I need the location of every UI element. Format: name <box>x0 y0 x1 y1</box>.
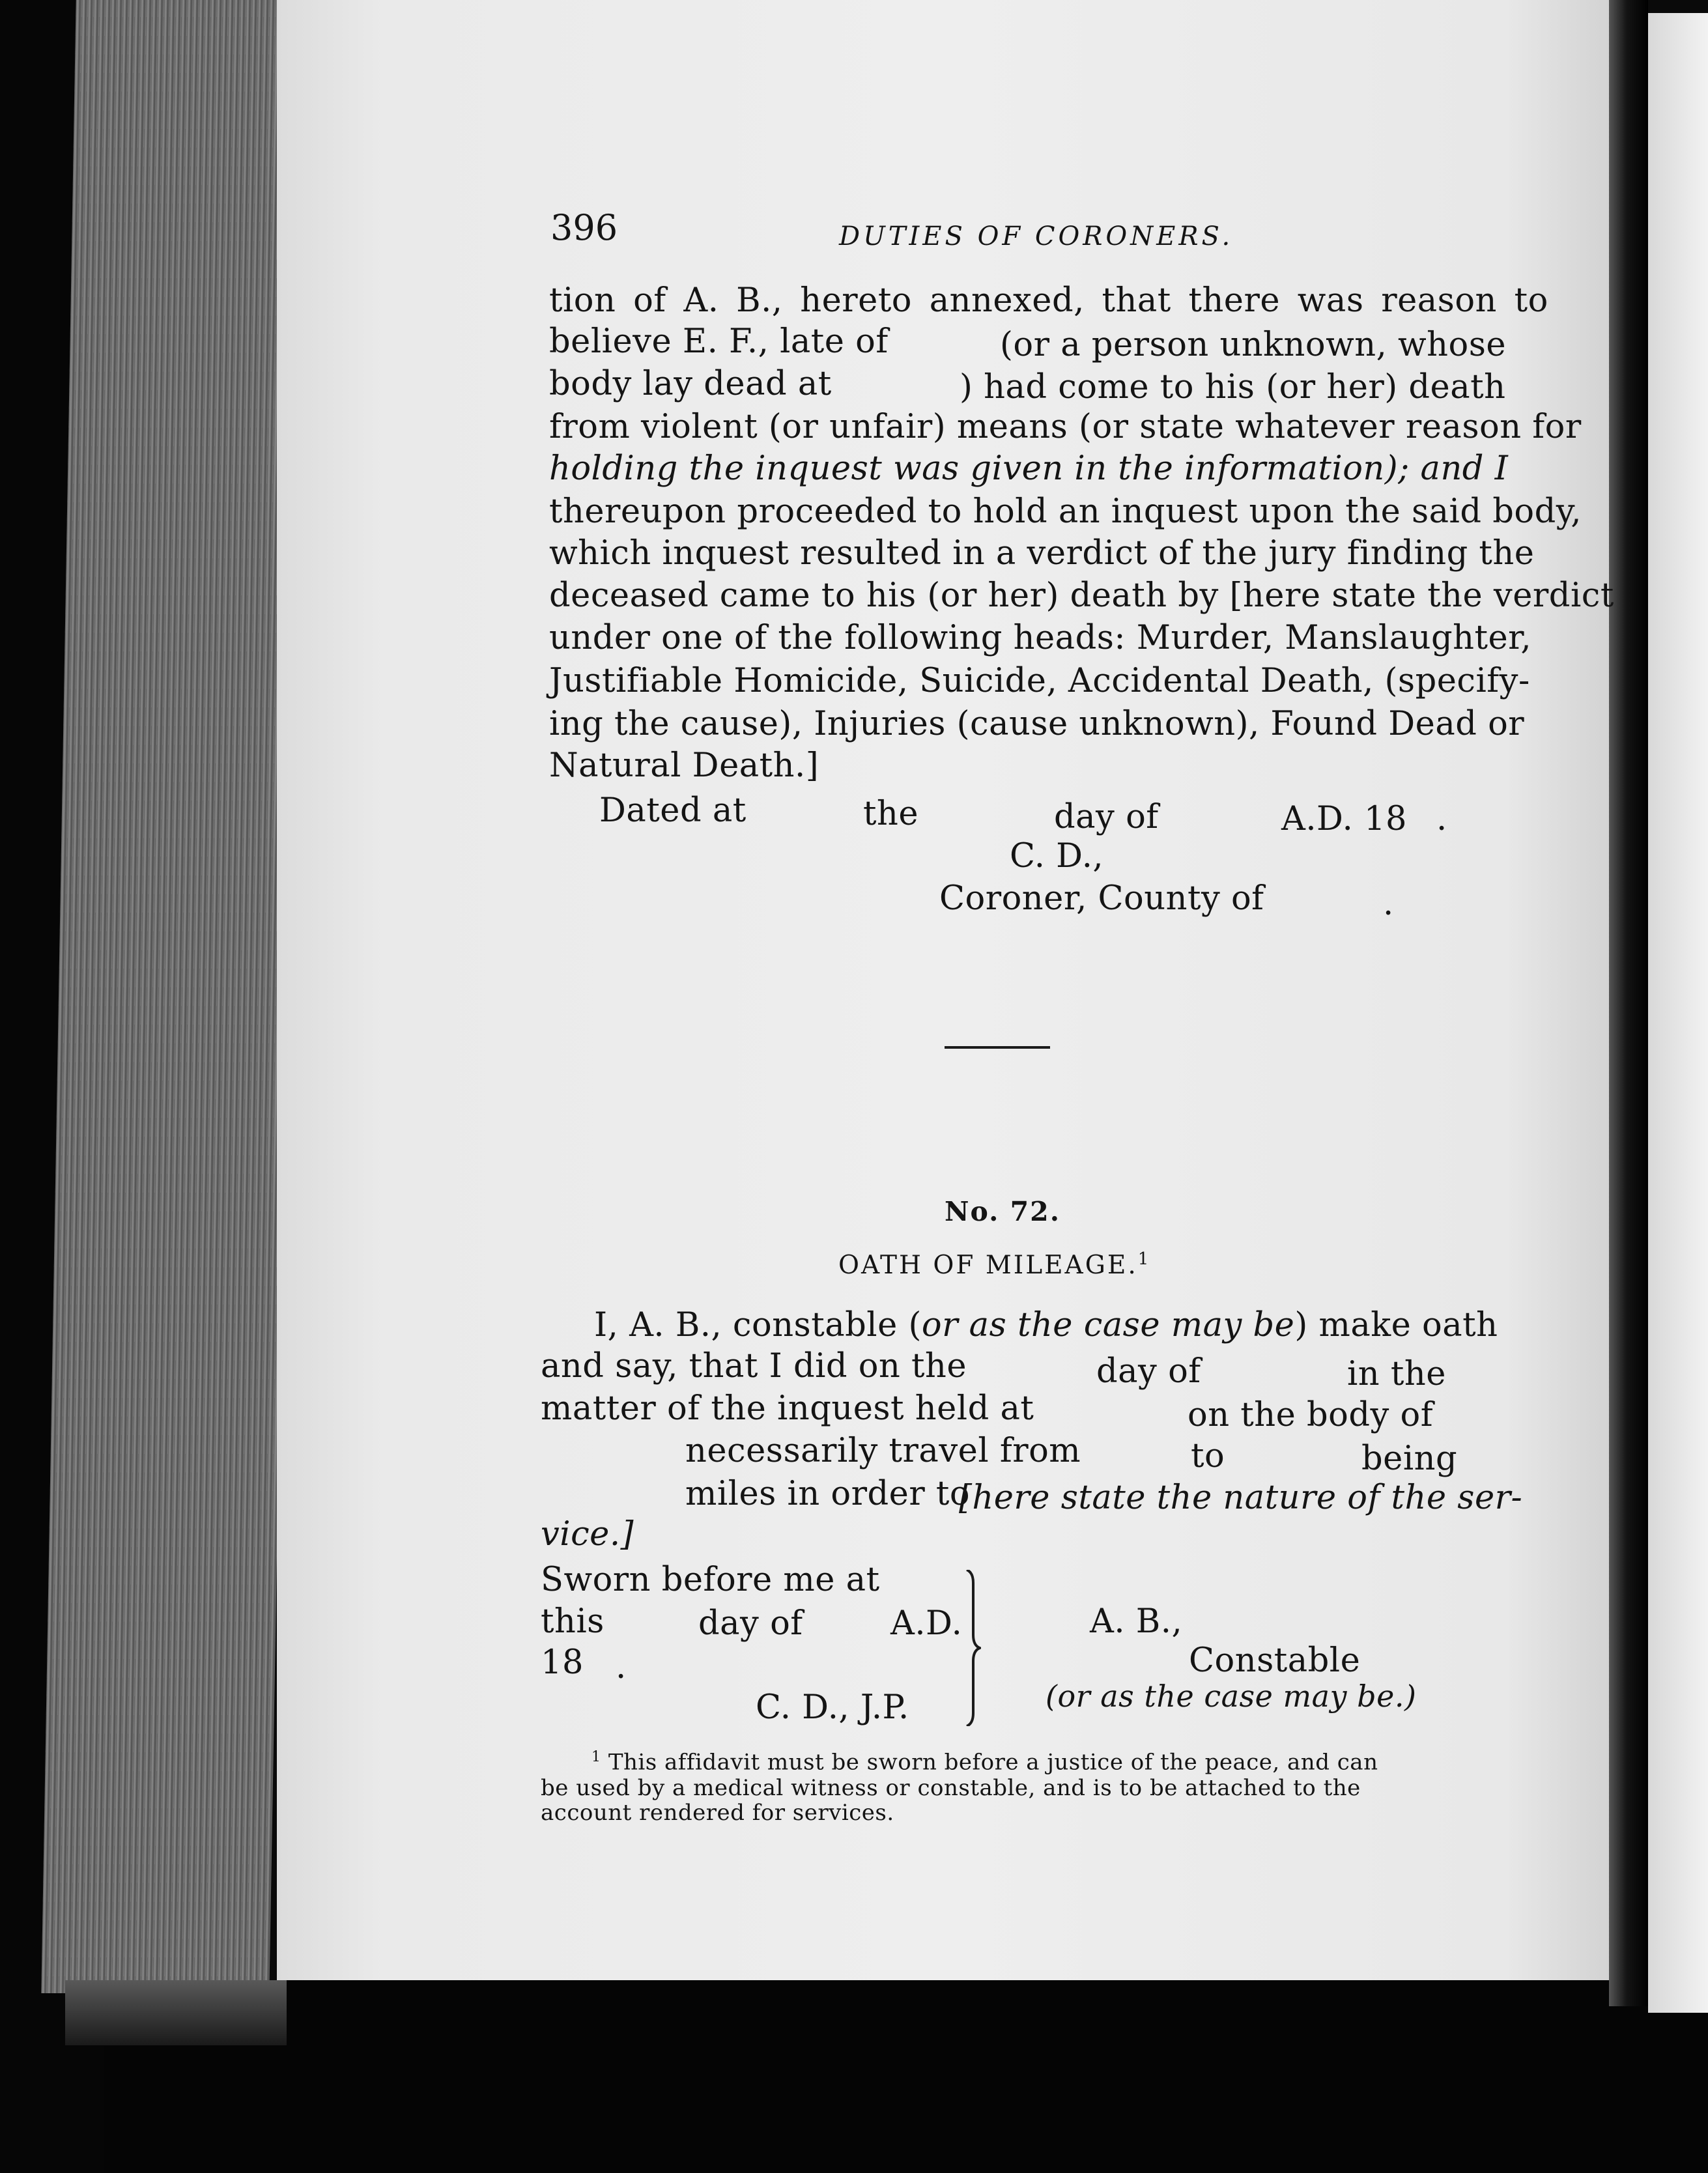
body-line: deceased came to his (or her) death by [here state the verdict <box>549 576 1614 615</box>
jurat-this: this <box>541 1602 605 1641</box>
body-line: believe E. F., late of <box>549 322 889 361</box>
oath-line: on the body of <box>1188 1396 1434 1434</box>
oath-line: being <box>1361 1440 1458 1478</box>
deponent-name: A. B., <box>1090 1602 1183 1641</box>
jurat-ad: A.D. <box>890 1604 963 1643</box>
form-number: No. 72. <box>945 1196 1060 1227</box>
oath-line: miles in order to <box>685 1475 971 1513</box>
footnote-line: $^1$ This affidavit must be sworn before a justice of the peace, and can <box>591 1749 1378 1776</box>
dated-the: the <box>863 795 919 833</box>
deponent-alt: (or as the case may be.) <box>1046 1679 1417 1714</box>
oath-line: [here state the nature of the ser- <box>959 1479 1523 1517</box>
book-page-edges <box>41 0 304 1993</box>
body-line: thereupon proceeded to hold an inquest upon the said body, <box>549 492 1582 531</box>
oath-line: to <box>1191 1437 1225 1475</box>
body-line: ) had come to his (or her) death <box>960 368 1506 406</box>
section-separator <box>945 1046 1050 1049</box>
footnote-line: be used by a medical witness or constable, and is to be attached to the <box>541 1775 1361 1801</box>
form-title: OATH OF MILEAGE.$^1$ <box>838 1249 1151 1280</box>
jurat-officer: C. D., J.P. <box>756 1688 909 1727</box>
book-binding-gutter <box>1609 0 1648 2006</box>
oath-line: day of <box>1096 1352 1201 1391</box>
footnote-line: account rendered for services. <box>541 1800 894 1826</box>
book-page-edges-bottom <box>65 1980 287 2045</box>
oath-line: necessarily travel from <box>685 1432 1081 1470</box>
body-line: under one of the following heads: Murder, Manslaughter, <box>549 619 1532 657</box>
footnote-marker: 1 <box>591 1749 601 1765</box>
body-line: (or a person unknown, whose <box>1000 326 1507 364</box>
jurat-brace <box>964 1570 981 1726</box>
body-line: ing the cause), Injuries (cause unknown), Found Dead or <box>549 705 1525 743</box>
signature-title: Coroner, County of <box>939 879 1264 918</box>
page-number: 396 <box>550 207 618 248</box>
body-line: Justifiable Homicide, Suicide, Accidental Death, (specify- <box>549 662 1530 700</box>
signature-name: C. D., <box>1010 837 1104 875</box>
jurat-day-of: day of <box>698 1604 803 1643</box>
oath-line: in the <box>1347 1355 1446 1393</box>
facing-page-edge <box>1648 13 1708 2013</box>
body-line: holding the inquest was given in the information); and I <box>549 449 1509 488</box>
body-line: tion of A. B., hereto annexed, that there was reason to <box>549 281 1548 320</box>
footnote-ref: 1 <box>1137 1249 1151 1269</box>
dated-dot: . <box>1436 800 1447 838</box>
body-line: which inquest resulted in a verdict of the jury finding the <box>549 534 1535 573</box>
running-head: DUTIES OF CORONERS. <box>839 221 1234 251</box>
jurat-year: 18 <box>541 1643 584 1682</box>
jurat-sworn: Sworn before me at <box>541 1561 880 1599</box>
oath-line: I, A. B., constable (or as the case may be) make oath <box>594 1306 1498 1344</box>
oath-line: matter of the inquest held at <box>541 1389 1034 1428</box>
dated-at: Dated at <box>599 791 747 830</box>
oath-line: vice.] <box>541 1515 634 1554</box>
dated-ad: A.D. 18 <box>1281 800 1407 838</box>
deponent-role: Constable <box>1189 1641 1361 1680</box>
jurat-dot: . <box>616 1648 627 1686</box>
oath-line: and say, that I did on the <box>541 1347 967 1385</box>
dated-day-of: day of <box>1054 798 1159 836</box>
body-line: Natural Death.] <box>549 746 819 785</box>
body-line: body lay dead at <box>549 365 832 403</box>
signature-dot: . <box>1383 885 1394 923</box>
body-line: from violent (or unfair) means (or state whatever reason for <box>549 408 1582 446</box>
